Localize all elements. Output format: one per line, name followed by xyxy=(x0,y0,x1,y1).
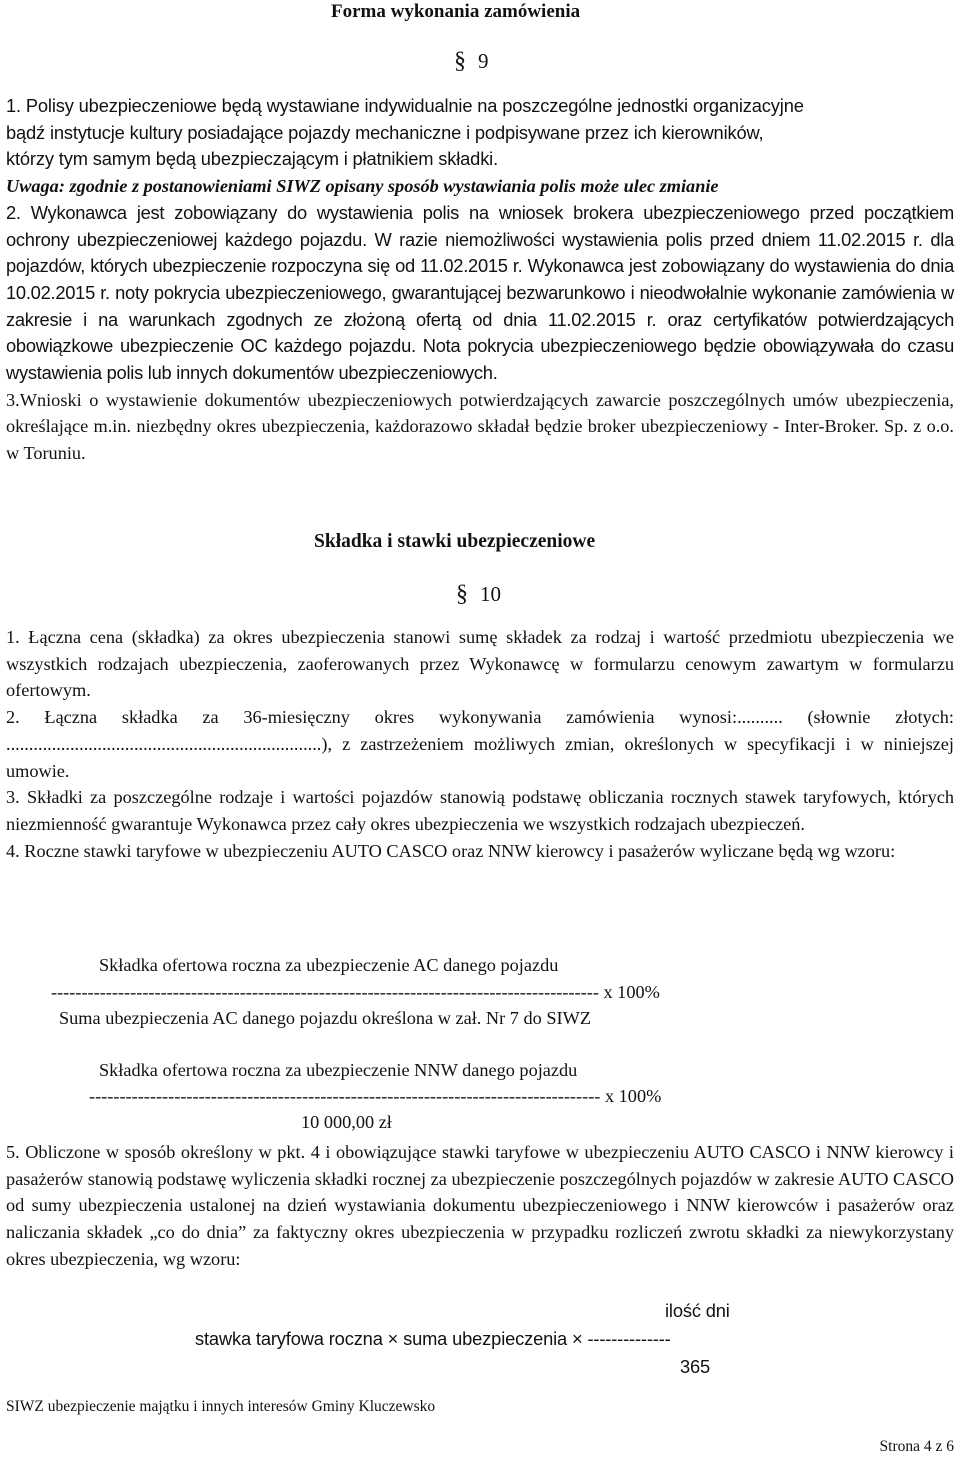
paragraph-10-5: 5. Obliczone w sposób określony w pkt. 4 i obowiązujące stawki taryfowe w ubezpieczeniu AUTO CASCO i NNW kierowcy i pasażerów stanowią podstawę wyliczenia składki rocznej za ubezpieczenie poszczególnych pojazdów w zakresie AUTO CASCO od sumy ubezpieczenia ustalonej na dzień wystawiania dokumentu ubezpieczeniowego i NNW kierowców i pasażerów oraz naliczania składek „co do dnia” za faktyczny okres ubezpieczenia w przypadku rozliczeń zwrotu składki za niewykorzystany okres ubezpieczenia, wg wzoru: xyxy=(6,1142,954,1269)
footer-page-number: Strona 4 z 6 xyxy=(879,1438,954,1455)
formula-days-numerator: ilość dni xyxy=(665,1300,730,1321)
paragraph-9-1-line-3: którzy tym samym będą ubezpieczającym i płatnikiem składki. xyxy=(6,148,499,170)
paragraph-9-1-line-2: bądź instytucje kultury posiadające pojazdy mechaniczne i podpisywane przez ich kierowników, xyxy=(6,121,764,143)
paragraph-10-3: 3. Składki za poszczególne rodzaje i wartości pojazdów stanowią podstawę obliczania rocznych stawek taryfowych, których niezmienność gwarantuje Wykonawca przez cały okres ubezpieczenia we wszystkich rodzajach ubezpieczeń. xyxy=(6,787,954,834)
paragraph-9-2: 2. Wykonawca jest zobowiązany do wystawienia polis na wniosek brokera ubezpieczeniowego przed początkiem ochrony ubezpieczeniowej każdego pojazdu. W razie niemożliwości wystawienia polis przed dniem 11.02.2015 r. dla pojazdów, których ubezpieczenie rozpoczyna się od 11.02.2015 r. Wykonawca jest zobowiązany do wystawienia do dnia 10.02.2015 r. noty pokrycia ubezpieczeniowego, gwarantującej bezwarunkowo i nieodwołalnie wykonanie zamówienia w zakresie i na warunkach zgodnych ze złożoną ofertą od dnia 11.02.2015 r. oraz certyfikatów potwierdzających obowiązkowe ubezpieczenie OC każdego pojazdu. Nota pokrycia ubezpieczeniowego będzie obowiązywała do czasu wystawienia polis lub innych dokumentów ubezpieczeniowych. xyxy=(6,201,954,384)
note-paragraph: Uwaga: zgodnie z postanowieniami SIWZ opisany sposób wystawiania polis może ulec zmianie xyxy=(6,176,719,197)
section-10-heading xyxy=(456,581,501,608)
section-number: 9 xyxy=(478,49,489,73)
formula-ac-denominator: Suma ubezpieczenia AC danego pojazdu określona w zał. Nr 7 do SIWZ xyxy=(59,1008,592,1028)
paragraph-10-2: 2. Łączna składka za 36-miesięczny okres wykonywania zamówienia wynosi:.......... (słownie złotych: .....................................................................), z zastrzeżeniem możliwych zmian, określonych w specyfikacji i w niniejszej umowie. xyxy=(6,707,954,781)
paragraph-9-1-line-1: 1. Polisy ubezpieczeniowe będą wystawiane indywidualnie na poszczególne jednostki organizacyjne xyxy=(6,95,804,116)
paragraph-10-1: 1. Łączna cena (składka) za okres ubezpieczenia stanowi sumę składek za rodzaj i wartość przedmiotu ubezpieczenia we wszystkich rodzajach ubezpieczenia, zaoferowanych przez Wykonawcę w formularzu cenowym zawartym w formularzu ofertowym. xyxy=(6,627,954,701)
formula-ac-bar: ------------------------------------------------------------------------------------------ x 100% xyxy=(51,982,660,1002)
formula-nnw-bar: ------------------------------------------------------------------------------------ x 100% xyxy=(89,1086,662,1106)
section-9-body xyxy=(6,93,954,467)
formula-days-main: stawka taryfowa roczna × suma ubezpieczenia × -------------- xyxy=(195,1328,671,1349)
formula-days-denominator: 365 xyxy=(680,1356,711,1377)
paragraph-9-3: 3.Wnioski o wystawienie dokumentów ubezpieczeniowych potwierdzających zawarcie poszczególnych umów ubezpieczenia, określające m.in. niezbędny okres ubezpieczenia, każdorazowo składał będzie broker ubezpieczeniowy - Inter-Broker. Sp. z o.o. w Toruniu. xyxy=(6,389,954,464)
formula-nnw-denominator: 10 000,00 zł xyxy=(301,1112,392,1132)
formula-ac-numerator: Składka ofertowa roczna za ubezpieczenie AC danego pojazdu xyxy=(99,955,559,975)
paragraph-9-1 xyxy=(6,93,954,173)
footer-left: SIWZ ubezpieczenie majątku i innych interesów Gminy Kluczewsko xyxy=(6,1398,436,1415)
section-symbol: § xyxy=(456,581,468,607)
formula-nnw-numerator: Składka ofertowa roczna za ubezpieczenie NNW danego pojazdu xyxy=(99,1060,578,1080)
section-9-heading xyxy=(454,48,489,75)
section-symbol: § xyxy=(454,48,466,74)
section-10-body xyxy=(6,624,954,864)
section-10-title: Składka i stawki ubezpieczeniowe xyxy=(314,531,596,552)
paragraph-10-5-block xyxy=(6,1139,954,1273)
page-title: Forma wykonania zamówienia xyxy=(331,1,581,22)
paragraph-10-4: 4. Roczne stawki taryfowe w ubezpieczeniu AUTO CASCO oraz NNW kierowcy i pasażerów wyliczane będą wg wzoru: xyxy=(6,840,896,861)
section-number: 10 xyxy=(480,582,501,606)
